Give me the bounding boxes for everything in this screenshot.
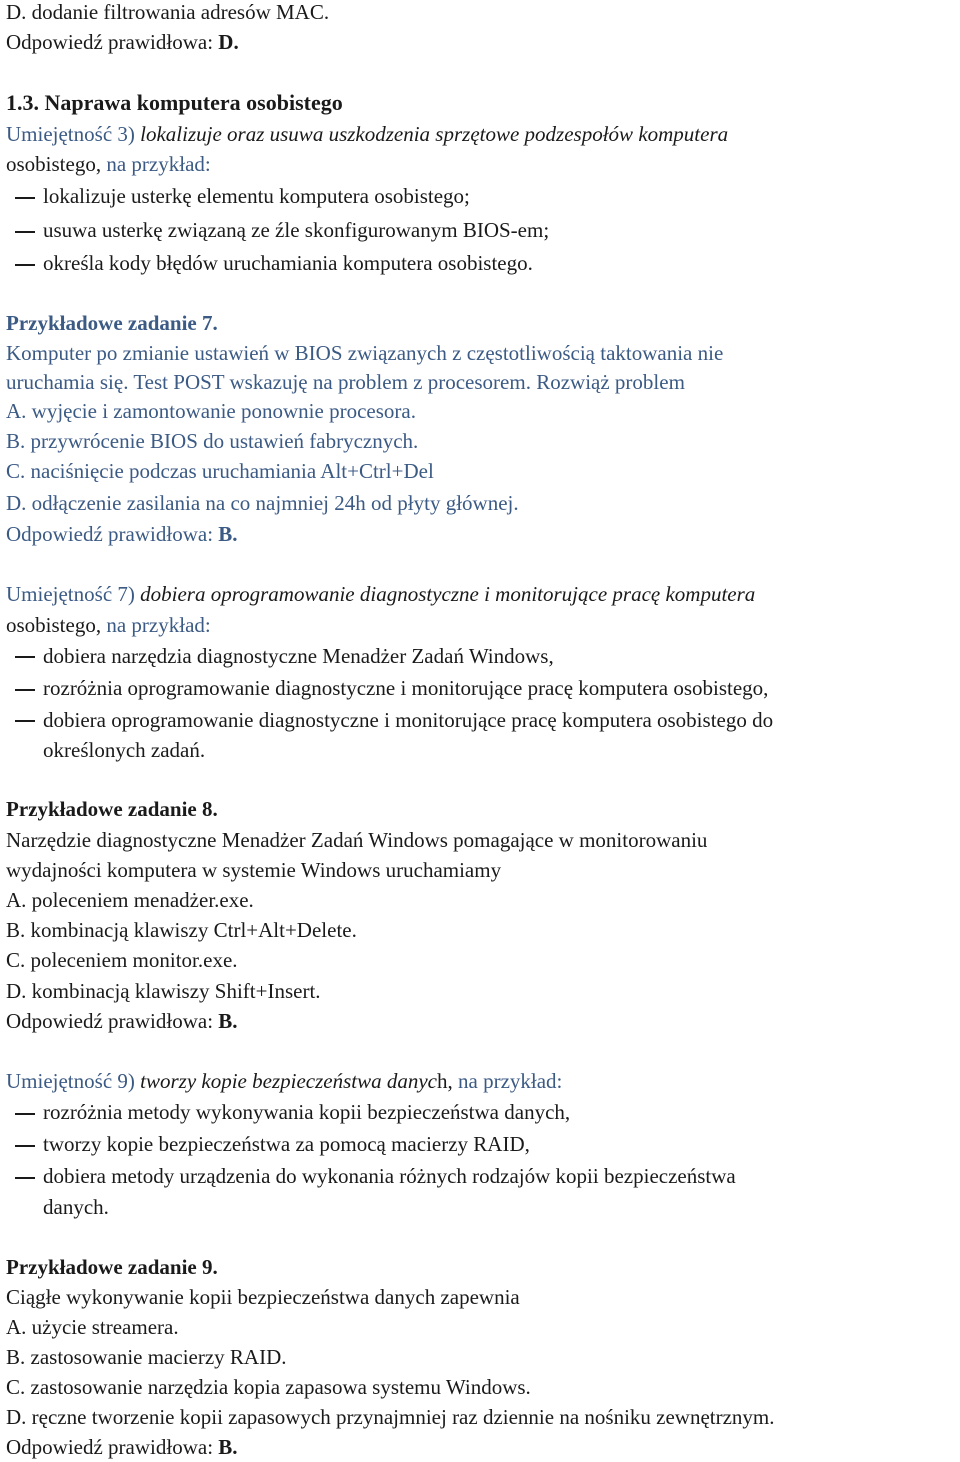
skill3-bullet: usuwa usterkę związaną ze źle skonfigurowanym BIOS-em; <box>43 218 550 242</box>
task7-title: Przykładowe zadanie 7. <box>6 311 218 335</box>
task9-option-d: D. ręczne tworzenie kopii zapasowych przynajmniej raz dziennie na nośniku zewnętrznym. <box>6 1405 775 1429</box>
task9-option-b: B. zastosowanie macierzy RAID. <box>6 1345 287 1369</box>
dash-icon <box>15 1177 35 1179</box>
dash-icon <box>15 1145 35 1147</box>
skill7-bullet: dobiera narzędzia diagnostyczne Menadżer Zadań Windows, <box>43 644 554 668</box>
prev-answer: Odpowiedź prawidłowa: D. <box>6 30 239 54</box>
skill7-bullet: dobiera oprogramowanie diagnostyczne i monitorujące pracę komputera osobistego do <box>43 708 774 732</box>
task8-option-d: D. kombinacją klawiszy Shift+Insert. <box>6 979 321 1003</box>
task8-question-line2: wydajności komputera w systemie Windows uruchamiamy <box>6 858 502 882</box>
task7-question-line1: Komputer po zmianie ustawień w BIOS związanych z częstotliwością taktowania nie <box>6 341 724 365</box>
task9-option-c: C. zastosowanie narzędzia kopia zapasowa systemu Windows. <box>6 1375 531 1399</box>
skill3-bullet: lokalizuje usterkę elementu komputera osobistego; <box>43 184 470 208</box>
dash-icon <box>15 264 35 266</box>
task7-question-line2: uruchamia się. Test POST wskazuję na problem z procesorem. Rozwiąż problem <box>6 370 685 394</box>
task9-answer: Odpowiedź prawidłowa: B. <box>6 1435 238 1459</box>
task9-title: Przykładowe zadanie 9. <box>6 1255 218 1279</box>
task9-question-line1: Ciągłe wykonywanie kopii bezpieczeństwa danych zapewnia <box>6 1285 520 1309</box>
skill7-line1: Umiejętność 7) dobiera oprogramowanie diagnostyczne i monitorujące pracę komputera <box>6 582 756 606</box>
dash-icon <box>15 720 35 722</box>
skill9-line1: Umiejętność 9) tworzy kopie bezpieczeństwa danych, na przykład: <box>6 1069 563 1093</box>
task8-option-a: A. poleceniem menadżer.exe. <box>6 888 254 912</box>
section-title: 1.3. Naprawa komputera osobistego <box>6 90 343 115</box>
skill9-bullet: tworzy kopie bezpieczeństwa za pomocą macierzy RAID, <box>43 1132 530 1156</box>
task8-option-c: C. poleceniem monitor.exe. <box>6 948 238 972</box>
task8-question-line1: Narzędzie diagnostyczne Menadżer Zadań Windows pomagające w monitorowaniu <box>6 828 708 852</box>
skill9-bullet: dobiera metody urządzenia do wykonania różnych rodzajów kopii bezpieczeństwa <box>43 1164 736 1188</box>
skill9-bullet-continuation: danych. <box>43 1195 109 1219</box>
task7-option-b: B. przywrócenie BIOS do ustawień fabrycznych. <box>6 429 419 453</box>
skill7-line2: osobistego, na przykład: <box>6 613 211 637</box>
skill3-bullet: określa kody błędów uruchamiania komputera osobistego. <box>43 251 533 275</box>
task7-answer: Odpowiedź prawidłowa: B. <box>6 522 238 546</box>
dash-icon <box>15 689 35 691</box>
skill3-line1: Umiejętność 3) lokalizuje oraz usuwa uszkodzenia sprzętowe podzespołów komputera <box>6 122 729 146</box>
skill7-bullet-continuation: określonych zadań. <box>43 738 206 762</box>
task8-answer: Odpowiedź prawidłowa: B. <box>6 1009 238 1033</box>
dash-icon <box>15 231 35 233</box>
task7-option-a: A. wyjęcie i zamontowanie ponownie procesora. <box>6 399 416 423</box>
task7-option-d: D. odłączenie zasilania na co najmniej 24h od płyty głównej. <box>6 491 519 515</box>
dash-icon <box>15 1113 35 1115</box>
dash-icon <box>15 656 35 658</box>
skill3-line2: osobistego, na przykład: <box>6 152 211 176</box>
task8-option-b: B. kombinacją klawiszy Ctrl+Alt+Delete. <box>6 918 357 942</box>
task8-title: Przykładowe zadanie 8. <box>6 797 218 821</box>
task9-option-a: A. użycie streamera. <box>6 1315 179 1339</box>
skill9-bullet: rozróżnia metody wykonywania kopii bezpieczeństwa danych, <box>43 1100 571 1124</box>
prev-option-d: D. dodanie filtrowania adresów MAC. <box>6 0 330 24</box>
skill7-bullet: rozróżnia oprogramowanie diagnostyczne i monitorujące pracę komputera osobistego, <box>43 676 769 700</box>
task7-option-c: C. naciśnięcie podczas uruchamiania Alt+Ctrl+Del <box>6 459 434 483</box>
dash-icon <box>15 197 35 199</box>
